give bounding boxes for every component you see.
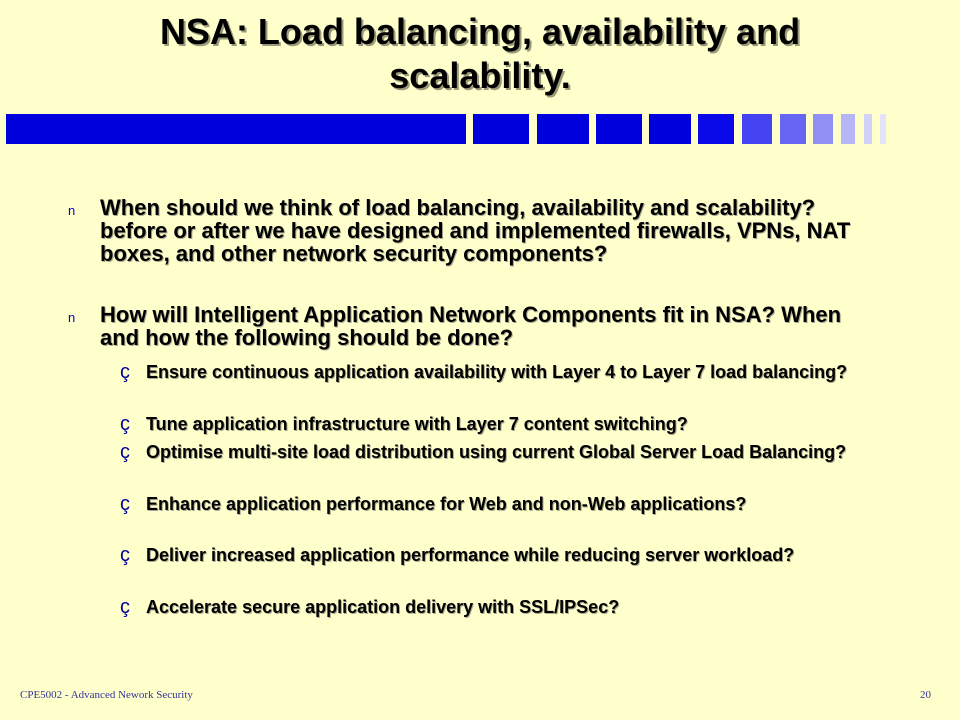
sub-bullet-marker-icon: ç [120, 596, 130, 618]
footer-page-number: 20 [920, 689, 931, 701]
sub-bullet-marker-icon: ç [120, 493, 130, 515]
slide-title-line-2: scalability. [389, 55, 571, 96]
sub-bullet-item: Tune application infrastructure with Layer 7 content switching? [146, 414, 688, 434]
sub-bullet-marker-icon: ç [120, 413, 130, 435]
sub-bullet-item: Ensure continuous application availability with Layer 4 to Layer 7 load balancing? [146, 362, 848, 382]
bullet-marker-icon: n [68, 203, 76, 218]
sub-bullet-item: Accelerate secure application delivery with SSL/IPSec? [146, 597, 620, 617]
bullet-marker-icon: n [68, 310, 76, 325]
footer-course-title: CPE5002 - Advanced Nework Security [20, 689, 193, 701]
slide-title-line-1: NSA: Load balancing, availability and [159, 11, 801, 52]
bullet-item: When should we think of load balancing, availability and scalability? before or after we have designed and implemented firewalls, VPNs, NAT boxes, and other network security components? [100, 195, 851, 266]
bullet-item: How will Intelligent Application Network Components fit in NSA? When and how the following should be done? [100, 302, 842, 350]
sub-bullet-marker-icon: ç [120, 544, 130, 566]
sub-bullet-marker-icon: ç [120, 441, 130, 463]
sub-bullet-item: Deliver increased application performance while reducing server workload? [146, 545, 795, 565]
sub-bullet-item: Enhance application performance for Web and non-Web applications? [146, 494, 747, 514]
sub-bullet-item: Optimise multi-site load distribution using current Global Server Load Balancing? [146, 442, 847, 462]
sub-bullet-marker-icon: ç [120, 361, 130, 383]
